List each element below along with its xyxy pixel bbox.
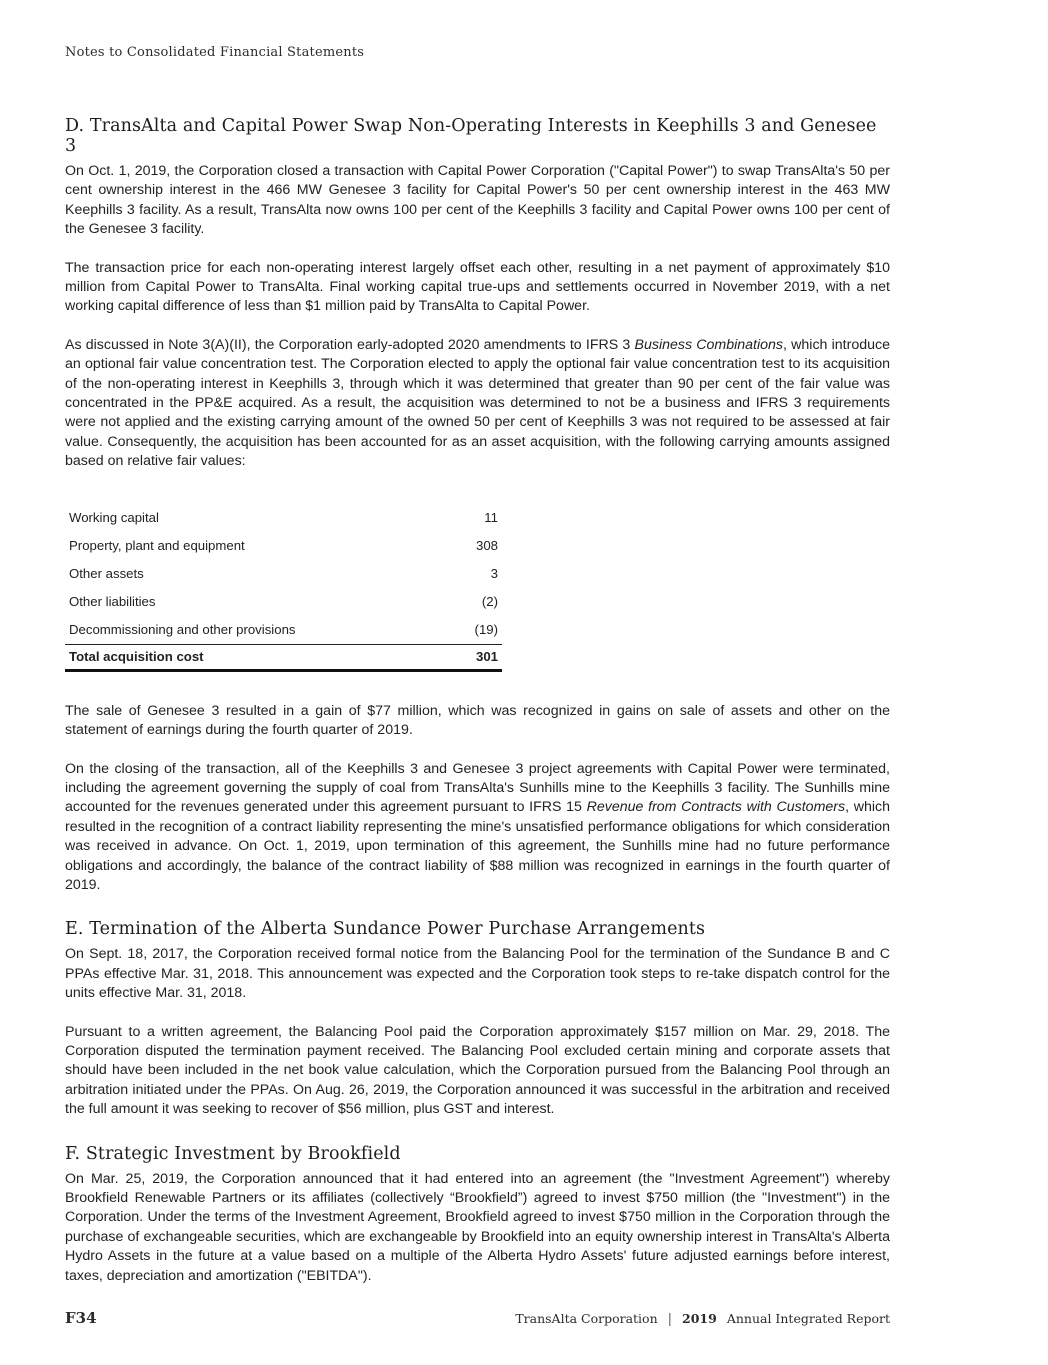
table-row (65, 532, 502, 560)
row-label: Other assets (69, 566, 144, 582)
row-label: Other liabilities (69, 594, 156, 610)
footer-report-title: Annual Integrated Report (726, 1311, 890, 1326)
table-row (65, 504, 502, 532)
table-row (65, 588, 502, 616)
row-value: (2) (481, 594, 498, 610)
table-row (65, 560, 502, 588)
footer-year: 2019 (682, 1311, 717, 1326)
row-value: 308 (475, 538, 498, 554)
page-header: Notes to Consolidated Financial Statements (65, 45, 365, 60)
row-label: Total acquisition cost (69, 649, 204, 665)
section-d-paragraph-3: As discussed in Note 3(A)(II), the Corporation early-adopted 2020 amendments to IFRS 3 Business Combinations, which introduce an optional fair value concentration test. The Corporation elected to apply the optional fair value concentration test to its acquisition of the non-operating interest in Keephills 3, through which it was determined that greater than 90 per cent of the fair value was concentrated in the PP&E acquired. As a result, the acquisition was determined to not be a business and IFRS 3 requirements were not applied and the existing carrying amount of the owned 50 per cent of Keephills 3 was not required to be assessed at fair value. Consequently, the acquisition has been accounted for as an asset acquisition, with the following carrying amounts assigned based on relative fair values: (65, 336, 890, 470)
section-d-heading: D. TransAlta and Capital Power Swap Non-Operating Interests in Keephills 3 and Genesee 3 (65, 116, 877, 156)
section-f-heading: F. Strategic Investment by Brookfield (65, 1143, 401, 1164)
section-f-paragraph-1: On Mar. 25, 2019, the Corporation announced that it had entered into an agreement (the "Investment Agreement") whereby Brookfield Renewable Partners or its affiliates (collectively “Brookfield”) agreed to invest $750 million (the "Investment") in the Corporation. Under the terms of the Investment Agreement, Brookfield agreed to invest $750 million in the Corporation through the purchase of exchangeable securities, which are exchangeable by Brookfield into an equity ownership interest in TransAlta's Alberta Hydro Assets in the future at a value based on a multiple of the Alberta Hydro Assets' future adjusted earnings before interest, taxes, depreciation and amortization ("EBITDA"). (65, 1170, 890, 1284)
row-value: 301 (475, 649, 498, 665)
row-label: Decommissioning and other provisions (69, 622, 296, 638)
section-d-paragraph-1: On Oct. 1, 2019, the Corporation closed a transaction with Capital Power Corporation ("Capital Power") to swap TransAlta's 50 per cent ownership interest in the 466 MW Genesee 3 facility for Capital Power's 50 per cent ownership interest in the 463 MW Keephills 3 facility. As a result, TransAlta now owns 100 per cent of the Keephills 3 facility and Capital Power owns 100 per cent of the Genesee 3 facility. (65, 163, 890, 238)
footer-page-number: F34 (65, 1309, 97, 1327)
row-value: 3 (490, 566, 498, 582)
section-e-paragraph-2: Pursuant to a written agreement, the Balancing Pool paid the Corporation approximately $157 million on Mar. 29, 2018. The Corporation disputed the termination payment received. The Balancing Pool excluded certain mining and corporate assets that should have been included in the net book value calculation, which the Corporation pursued from the Balancing Pool through an arbitration initiated under the PPAs. On Aug. 26, 2019, the Corporation announced it was successful in the arbitration and received the full amount it was seeking to recover of $56 million, plus GST and interest. (65, 1023, 890, 1118)
section-e-heading: E. Termination of the Alberta Sundance Power Purchase Arrangements (65, 919, 706, 940)
footer-report-info (515, 1311, 890, 1327)
table-total-row (65, 644, 502, 672)
row-label: Property, plant and equipment (69, 538, 245, 554)
section-d-paragraph-4: The sale of Genesee 3 resulted in a gain of $77 million, which was recognized in gains on sale of assets and other on the statement of earnings during the fourth quarter of 2019. (65, 702, 890, 739)
row-value: (19) (474, 622, 498, 638)
footer-company: TransAlta Corporation (515, 1311, 658, 1326)
page-footer (65, 1309, 890, 1327)
footer-separator: | (667, 1312, 673, 1327)
section-d-paragraph-5: On the closing of the transaction, all of the Keephills 3 and Genesee 3 project agreements with Capital Power were terminated, including the agreement governing the supply of coal from TransAlta's Sunhills mine to the Keephills 3 facility. The Sunhills mine accounted for the revenues generated under this agreement pursuant to IFRS 15 Revenue from Contracts with Customers, which resulted in the recognition of a contract liability representing the mine's unsatisfied performance obligations for which consideration was received in advance. On Oct. 1, 2019, upon termination of this agreement, the Sunhills mine had no future performance obligations and accordingly, the balance of the contract liability of $88 million was recognized in earnings in the fourth quarter of 2019. (65, 760, 891, 893)
row-value: 11 (484, 510, 498, 526)
section-e-paragraph-1: On Sept. 18, 2017, the Corporation received formal notice from the Balancing Pool for the termination of the Sundance B and C PPAs effective Mar. 31, 2018. This announcement was expected and the Corporation took steps to re-take dispatch control for the units effective Mar. 31, 2018. (65, 946, 890, 1002)
acquisition-cost-table (65, 504, 502, 672)
section-d-paragraph-2: The transaction price for each non-operating interest largely offset each other, resulting in a net payment of approximately $10 million from Capital Power to TransAlta. Final working capital true-ups and settlements occurred in November 2019, with a net working capital difference of less than $1 million paid by TransAlta to Capital Power. (65, 259, 890, 315)
table-row (65, 616, 502, 644)
row-label: Working capital (69, 510, 159, 526)
